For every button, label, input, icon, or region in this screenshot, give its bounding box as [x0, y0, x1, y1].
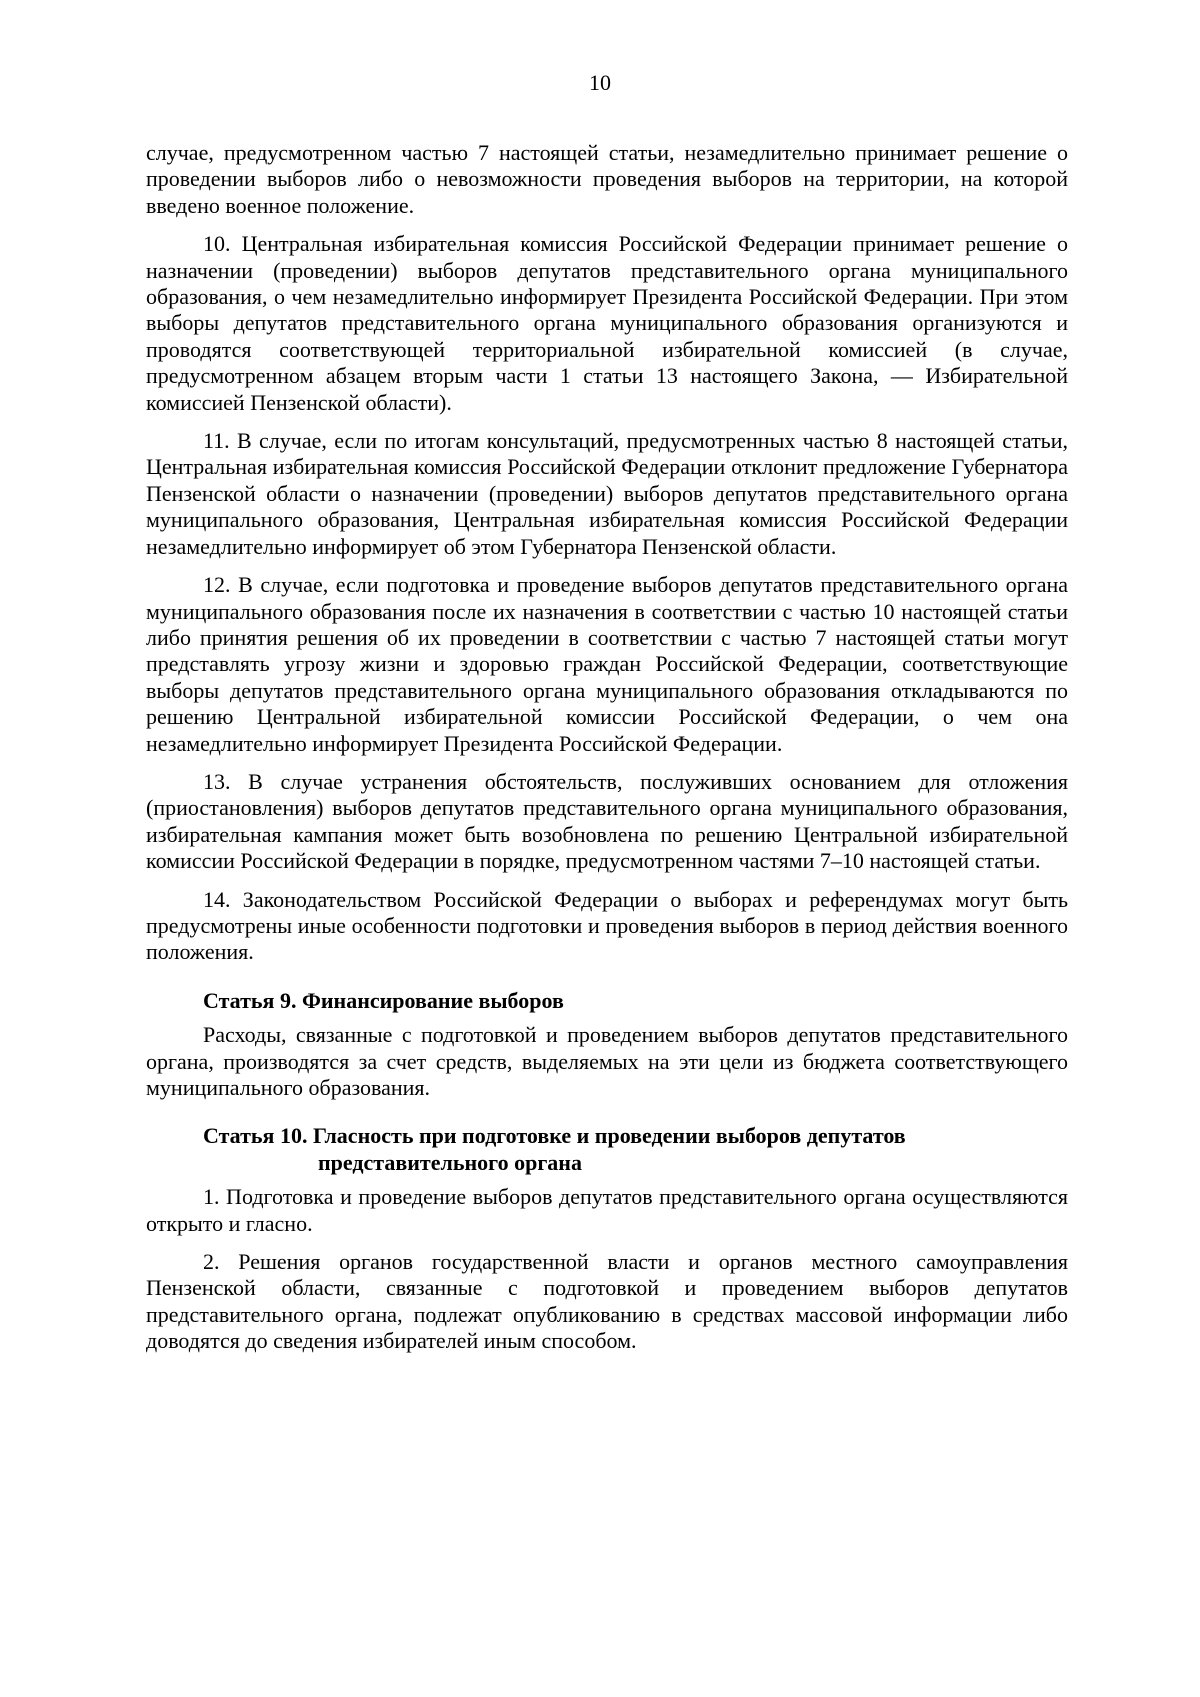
- paragraph-item-11: 11. В случае, если по итогам консультаций, предусмотренных частью 8 настоящей статьи, Центральная избирательная комиссия Российской Федерации отклонит предложение Губернатора Пензенской области о назначении (проведении) выборов депутатов представительного органа муниципального образования, Центральная избирательная комиссия Российской Федерации незамедлительно информирует об этом Губернатора Пензенской области.: [146, 428, 1068, 559]
- paragraph-item-14: 14. Законодательством Российской Федерации о выборах и референдумах могут быть предусмотрены иные особенности подготовки и проведения выборов в период действия военного положения.: [146, 886, 1068, 965]
- article-9-paragraph: Расходы, связанные с подготовкой и проведением выборов депутатов представительного органа, производятся за счет средств, выделяемых на эти цели из бюджета соответствующего муниципального образования.: [146, 1022, 1068, 1100]
- paragraph-item-13: 13. В случае устранения обстоятельств, послуживших основанием для отложения (приостановления) выборов депутатов представительного органа муниципального образования, избирательная кампания может быть возобновлена по решению Центральной избирательной комиссии Российской Федерации в порядке, предусмотренном частями 7–10 настоящей статьи.: [146, 768, 1068, 874]
- paragraph-item-12: 12. В случае, если подготовка и проведение выборов депутатов представительного органа муниципального образования после их назначения в соответствии с частью 10 настоящей статьи либо принятия решения об их проведении в соответствии с частью 7 настоящей статьи могут представлять угрозу жизни и здоровью граждан Российской Федерации, соответствующие выборы депутатов представительного органа муниципального образования откладываются по решению Центральной избирательной комиссии Российской Федерации, о чем она незамедлительно информирует Президента Российской Федерации.: [146, 572, 1068, 756]
- document-body: [146, 140, 1068, 1367]
- article-10-heading: [146, 1123, 1068, 1176]
- article-10-heading-line2: представительного органа: [318, 1149, 582, 1175]
- page-number: 10: [589, 70, 611, 95]
- article-10-paragraph-2: 2. Решения органов государственной власти и органов местного самоуправления Пензенской области, связанные с подготовкой и проведением выборов депутатов представительного органа, подлежат опубликованию в средствах массовой информации либо доводятся до сведения избирателей иным способом.: [146, 1249, 1068, 1354]
- paragraph-continued: случае, предусмотренном частью 7 настоящей статьи, незамедлительно принимает решение о проведении выборов либо о невозможности проведения выборов на территории, на которой введено военное положение.: [146, 140, 1068, 218]
- article-10-heading-line1: Статья 10. Гласность при подготовке и проведении выборов депутатов: [203, 1123, 906, 1149]
- article-9-heading: Статья 9. Финансирование выборов: [203, 987, 564, 1013]
- article-10-paragraph-1: 1. Подготовка и проведение выборов депутатов представительного органа осуществляются открыто и гласно.: [146, 1184, 1068, 1236]
- paragraph-item-10: 10. Центральная избирательная комиссия Российской Федерации принимает решение о назначении (проведении) выборов депутатов представительного органа муниципального образования, о чем незамедлительно информирует Президента Российской Федерации. При этом выборы депутатов представительного органа муниципального образования организуются и проводятся соответствующей территориальной избирательной комиссией (в случае, предусмотренном абзацем вторым части 1 статьи 13 настоящего Закона, — Избирательной комиссией Пензенской области).: [146, 231, 1068, 415]
